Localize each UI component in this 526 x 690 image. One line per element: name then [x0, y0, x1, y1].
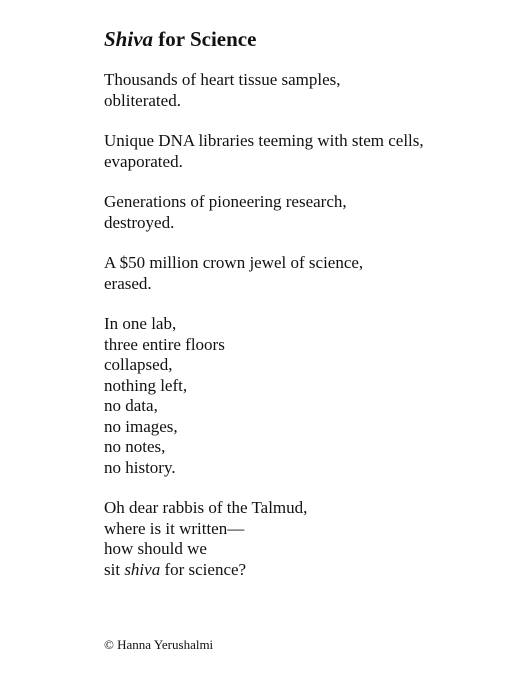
poem-line: no images, — [104, 416, 178, 436]
poem-line: Unique DNA libraries teeming with stem cells, — [104, 131, 424, 150]
poem-line: no data, — [104, 396, 158, 415]
poem-line: evaporated. — [104, 151, 183, 171]
poem-title — [104, 27, 256, 51]
poem-title-rest: for Science — [153, 27, 257, 51]
poem-line: Oh dear rabbis of the Talmud, — [104, 498, 308, 517]
poem-line: nothing left, — [104, 375, 188, 395]
poem-line: Generations of pioneering research, — [104, 192, 347, 211]
poem-line: collapsed, — [104, 355, 173, 374]
poem-title-italic: Shiva — [104, 27, 154, 51]
final-line-italic: shiva — [124, 559, 161, 579]
poem-line-final — [104, 560, 504, 581]
stanza-5 — [104, 314, 504, 478]
final-line-after: for science? — [160, 559, 247, 579]
poem-line: no history. — [104, 457, 176, 477]
stanza-6 — [104, 498, 504, 580]
poem-body — [104, 70, 504, 600]
stanza-4 — [104, 253, 504, 294]
poem-line: destroyed. — [104, 212, 175, 232]
stanza-1 — [104, 70, 504, 111]
poem-line: erased. — [104, 273, 152, 293]
poem-line: In one lab, — [104, 314, 177, 333]
poem-line: where is it written— — [104, 518, 245, 538]
stanza-3 — [104, 192, 504, 233]
poem-line: Thousands of heart tissue samples, — [104, 70, 341, 89]
poem-line: no notes, — [104, 437, 166, 456]
copyright-notice: © Hanna Yerushalmi — [104, 637, 214, 652]
poem-line: how should we — [104, 539, 207, 558]
stanza-2 — [104, 131, 504, 172]
final-line-before: sit — [104, 559, 125, 579]
poem-line: obliterated. — [104, 90, 181, 110]
poem-line: three entire floors — [104, 334, 225, 354]
poem-line: A $50 million crown jewel of science, — [104, 253, 364, 272]
